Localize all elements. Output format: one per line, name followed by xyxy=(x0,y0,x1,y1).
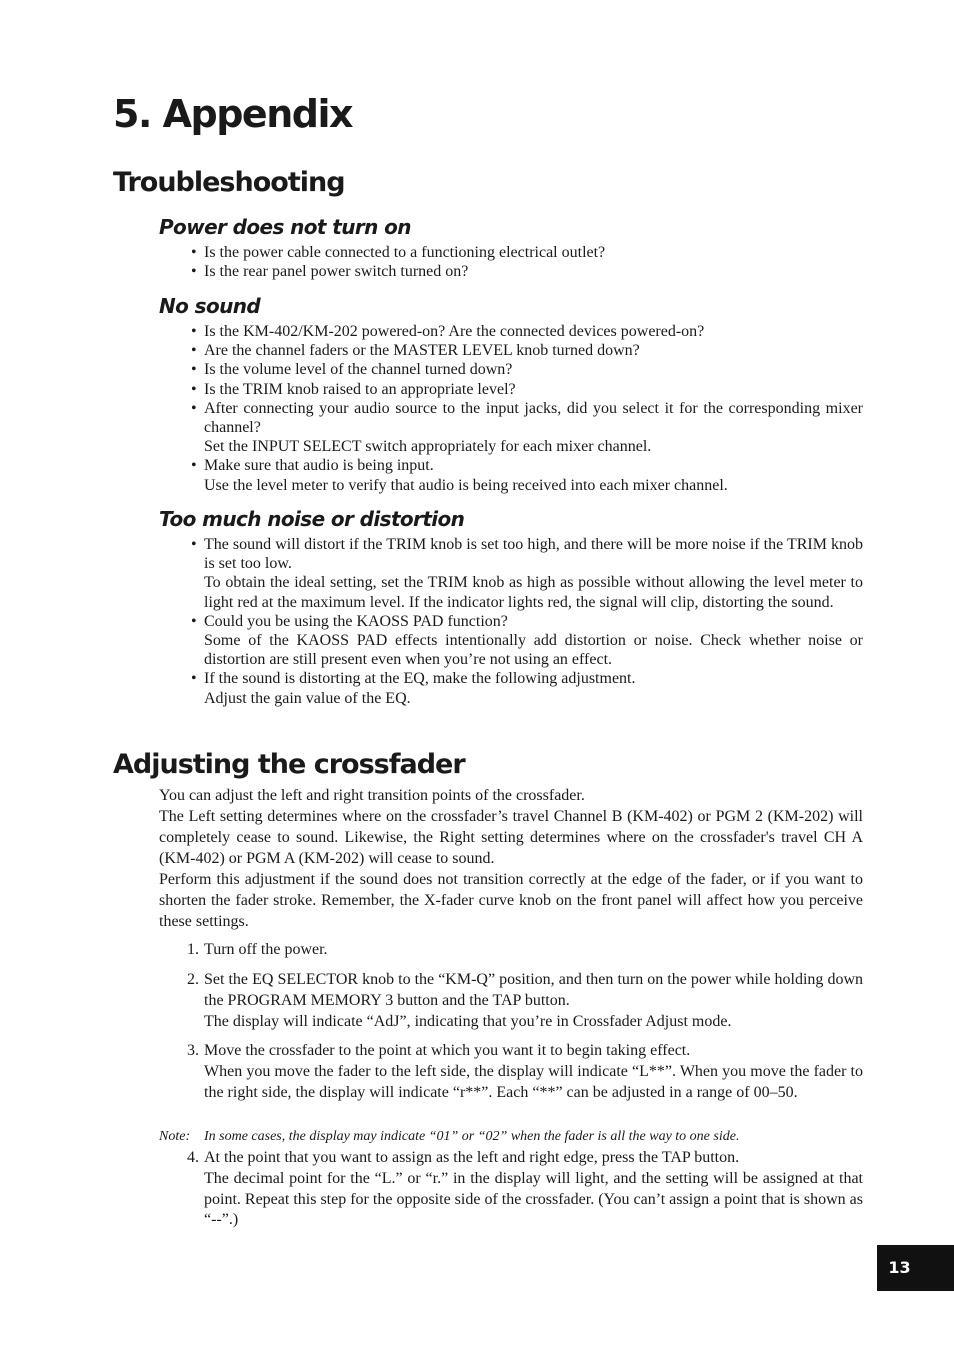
item-subtext: Use the level meter to verify that audio is being received into each mixer channel. xyxy=(204,476,728,494)
note-text: In some cases, the display may indicate “01” or “02” when the fader is all the way to one side. xyxy=(204,1129,740,1144)
list-item xyxy=(159,341,863,360)
step-number: 2. xyxy=(187,971,199,988)
step-item xyxy=(159,970,863,1032)
bullet-icon: • xyxy=(191,399,197,417)
step-text: Turn off the power. xyxy=(204,941,328,958)
list-item xyxy=(159,535,863,612)
power-checklist xyxy=(159,243,863,281)
item-text: After connecting your audio source to the input jacks, did you select it for the corresponding mixer channel? xyxy=(204,399,863,437)
bullet-icon: • xyxy=(191,342,197,360)
bullet-icon: • xyxy=(191,263,197,281)
chapter-title: 5. Appendix xyxy=(113,92,352,136)
bullet-icon: • xyxy=(191,670,197,688)
section-title-noise: Too much noise or distortion xyxy=(159,507,465,531)
list-item xyxy=(159,380,863,399)
list-item xyxy=(159,262,863,281)
note-label: Note: xyxy=(159,1129,191,1144)
bullet-icon: • xyxy=(191,457,197,475)
paragraph: You can adjust the left and right transition points of the crossfader. xyxy=(159,787,585,804)
item-subtext: To obtain the ideal setting, set the TRIM knob as high as possible without allowing the level meter to light red at the maximum level. If the indicator lights red, the signal will clip, distorting the sound. xyxy=(204,574,863,611)
step-subtext: The display will indicate “AdJ”, indicating that you’re in Crossfader Adjust mode. xyxy=(204,1012,732,1030)
step-number: 3. xyxy=(187,1042,199,1059)
item-text: Is the power cable connected to a functioning electrical outlet? xyxy=(204,244,606,261)
list-item xyxy=(159,669,863,707)
bullet-icon: • xyxy=(191,323,197,340)
step-text: Set the EQ SELECTOR knob to the “KM-Q” position, and then turn on the power while holding down the PROGRAM MEMORY 3 button and the TAP button. xyxy=(204,971,863,1009)
page-number: 13 xyxy=(888,1258,911,1277)
list-item xyxy=(159,612,863,670)
step-number: 1. xyxy=(187,941,199,958)
item-subtext: Some of the KAOSS PAD effects intentionally add distortion or noise. Check whether noise or distortion are still present even when you’re not using an effect. xyxy=(204,632,863,669)
item-text: Are the channel faders or the MASTER LEVEL knob turned down? xyxy=(204,342,640,360)
item-text: The sound will distort if the TRIM knob is set too high, and there will be more noise if the TRIM knob is set too low. xyxy=(204,536,863,573)
step-item xyxy=(159,940,863,961)
section-title-power: Power does not turn on xyxy=(159,215,411,239)
crossfader-intro xyxy=(159,785,863,932)
step-number: 4. xyxy=(187,1149,199,1166)
paragraph: The Left setting determines where on the crossfader’s travel Channel B (KM-402) or PGM 2 (KM-202) will completely cease to sound. Likewise, the Right setting determines where on the crossfader's travel CH A (KM-402) or PGM A (KM-202) will cease to sound. xyxy=(159,808,863,867)
item-subtext: Adjust the gain value of the EQ. xyxy=(204,689,411,707)
item-subtext: Set the INPUT SELECT switch appropriately for each mixer channel. xyxy=(204,438,652,456)
item-text: Is the volume level of the channel turned down? xyxy=(204,361,513,379)
item-text: Make sure that audio is being input. xyxy=(204,457,434,475)
item-text: If the sound is distorting at the EQ, make the following adjustment. xyxy=(204,670,636,688)
list-item xyxy=(159,456,863,494)
item-text: Is the rear panel power switch turned on? xyxy=(204,263,469,281)
bullet-icon: • xyxy=(191,380,197,398)
list-item xyxy=(159,399,863,457)
bullet-icon: • xyxy=(191,244,197,261)
item-text: Could you be using the KAOSS PAD function? xyxy=(204,612,508,630)
list-item xyxy=(159,243,863,262)
noise-checklist xyxy=(159,535,863,708)
list-item xyxy=(159,360,863,379)
bullet-icon: • xyxy=(191,536,197,553)
step-text: Move the crossfader to the point at which you want it to begin taking effect. xyxy=(204,1042,691,1059)
crossfader-heading: Adjusting the crossfader xyxy=(113,749,465,780)
section-title-no-sound: No sound xyxy=(159,294,261,318)
page-number-tab xyxy=(877,1245,954,1291)
bullet-icon: • xyxy=(191,612,197,630)
step-subtext: When you move the fader to the left side, the display will indicate “L**”. When you move the fader to the right side, the display will indicate “r**”. Each “**” can be adjusted in a range of 00–50. xyxy=(204,1062,863,1101)
no-sound-checklist xyxy=(159,322,863,495)
item-text: Is the TRIM knob raised to an appropriate level? xyxy=(204,380,516,398)
paragraph: Perform this adjustment if the sound does not transition correctly at the edge of the fader, or if you want to shorten the fader stroke. Remember, the X-fader curve knob on the front panel will affect how you perceive these settings. xyxy=(159,871,863,930)
troubleshooting-heading: Troubleshooting xyxy=(113,167,345,198)
step-subtext: The decimal point for the “L.” or “r.” in the display will light, and the setting will be assigned at that point. Repeat this step for the opposite side of the crossfader. (You can’t assign a point that is shown as “--”.) xyxy=(204,1169,863,1229)
item-text: Is the KM-402/KM-202 powered-on? Are the connected devices powered-on? xyxy=(204,323,705,340)
step-text: At the point that you want to assign as the left and right edge, press the TAP button. xyxy=(204,1149,740,1166)
step-item xyxy=(159,1041,863,1103)
step-item xyxy=(159,1148,863,1231)
note xyxy=(159,1127,863,1146)
list-item xyxy=(159,322,863,341)
bullet-icon: • xyxy=(191,361,197,379)
